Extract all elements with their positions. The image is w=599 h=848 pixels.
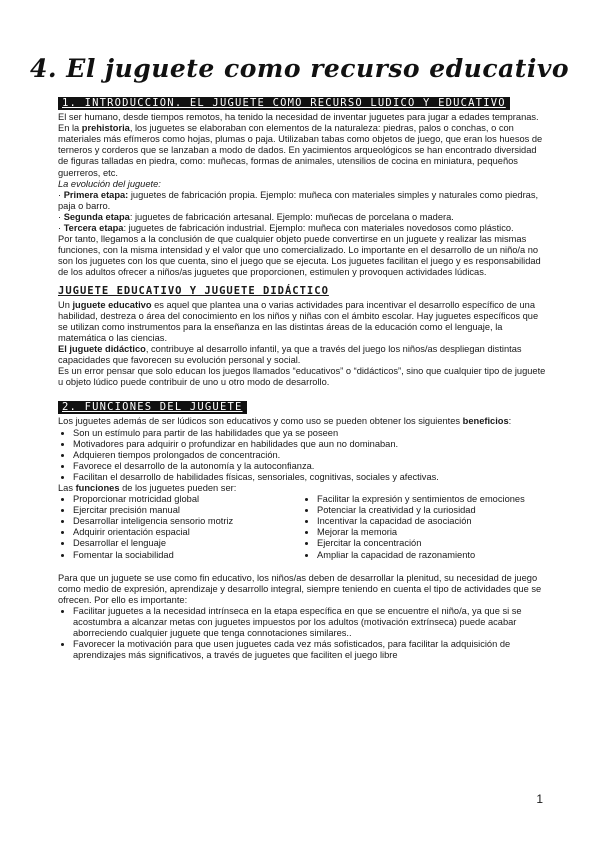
list-item: • Proporcionar motricidad global	[73, 494, 302, 505]
list-item: • Ampliar la capacidad de razonamiento	[317, 550, 546, 561]
evolution-heading: La evolución del juguete:	[58, 178, 161, 189]
list-item: • Adquieren tiempos prolongados de concentración.	[73, 450, 546, 461]
functions-intro: Las funciones de los juguetes pueden ser:	[58, 483, 237, 493]
list-item: • Son un estímulo para partir de las habilidades que ya se poseen	[73, 428, 546, 439]
list-item: • Favorecer la motivación para que usen juguetes cada vez más sofisticados, para facilitar la adquisición de aprendizajes más significativos, a través de juguetes que faciliten el juego libre	[73, 639, 546, 661]
list-item: • Incentivar la capacidad de asociación	[317, 516, 546, 527]
section-2	[58, 416, 546, 661]
educational-toy-paragraph: Un juguete educativo es aquel que plantea una o varias actividades para incentivar el desarrollo específico de una habilidad, destreza o área del conocimiento en los niños y niñas con el ámbito escolar. Hay juguetes específicos que se utilizan como instrumentos para la enseñanza en las distintas áreas de la educación como el lenguaje, la matemática o las ciencias.	[58, 299, 539, 343]
list-item: • Potenciar la creatividad y la curiosidad	[317, 505, 546, 516]
benefits-list	[58, 428, 546, 483]
evolution-item: · Tercera etapa: juguetes de fabricación industrial. Ejemplo: muñeca con materiales novedosos como plástico.	[58, 223, 514, 234]
functions-list-right	[302, 494, 546, 561]
section-1	[58, 112, 546, 278]
document-body	[58, 97, 546, 661]
list-item: • Ejercitar la concentración	[317, 538, 546, 549]
functions-list-left	[58, 494, 302, 561]
list-item: • Mejorar la memoria	[317, 527, 546, 538]
section-1-header: 1. INTRODUCCION. EL JUGUETE COMO RECURSO LUDICO Y EDUCATIVO	[58, 97, 510, 110]
evolution-item: · Primera etapa: juguetes de fabricación propia. Ejemplo: muñeca con materiales simples y naturales como piedras, paja o barro.	[58, 189, 539, 211]
subsection-header: JUGUETE EDUCATIVO Y JUGUETE DIDÁCTICO	[58, 284, 329, 297]
page-number: 1	[536, 792, 543, 806]
conclusion-paragraph: Por tanto, llegamos a la conclusión de que cualquier objeto puede convertirse en un juguete y realizar las mismas funciones, con la misma intensidad y el valor que uno comercializado. Lo importante en el desarrollo de un niño/a no son los juguetes con los que cuenta, sino el juego que se ejecuta. Los juguetes facilitan el juego y es responsabilidad de los adultos ofrecer a niños/as juguetes que proporcionen, estimulen y provoquen actividades lúdicas.	[58, 234, 541, 278]
important-list	[58, 606, 546, 661]
section-2-header: 2. FUNCIONES DEL JUGUETE	[58, 401, 247, 414]
list-item: • Facilitar juguetes a la necesidad intrínseca en la etapa específica en que se encuentre el niño/a, ya que si se acostumbra a alcanzar metas con juguetes impuestos por los adultos (motivación extrínseca) puede acabar aborreciendo cualquier juguete que tenga connotaciones similares..	[73, 606, 546, 639]
list-item: • Ejercitar precisión manual	[73, 505, 302, 516]
list-item: • Facilitar la expresión y sentimientos de emociones	[317, 494, 546, 505]
subsection-body	[58, 300, 546, 389]
list-item: • Motivadores para adquirir o profundizar en habilidades que aun no dominaban.	[73, 439, 546, 450]
benefits-intro: Los juguetes además de ser lúdicos son educativos y como uso se pueden obtener los siguientes beneficios:	[58, 416, 512, 427]
educational-use-paragraph: Para que un juguete se use como fin educativo, los niños/as deben de desarrollar la plenitud, su necesidad de juego como medio de expresión, aprendizaje y desarrollo integral, siempre teniendo en cuenta el tipo de actividades que se ofrecen. Por ello es importante:	[58, 572, 542, 605]
list-item: • Desarrollar inteligencia sensorio motriz	[73, 516, 302, 527]
list-item: • Desarrollar el lenguaje	[73, 538, 302, 549]
error-paragraph: Es un error pensar que solo educan los juegos llamados “educativos” o “didácticos”, sino que cualquier tipo de juguete u objeto lúdico puede contribuir de uno u otro modo de desarrollo.	[58, 366, 546, 388]
didactic-toy-paragraph: El juguete didáctico, contribuye al desarrollo infantil, ya que a través del juego los niños/as despliegan distintas capacidades que favorecen su evolución personal y social.	[58, 343, 522, 366]
list-item: • Adquirir orientación espacial	[73, 527, 302, 538]
list-item: • Fomentar la sociabilidad	[73, 550, 302, 561]
evolution-item: · Segunda etapa: juguetes de fabricación artesanal. Ejemplo: muñecas de porcelana o madera.	[58, 211, 454, 222]
intro-paragraph: El ser humano, desde tiempos remotos, ha tenido la necesidad de inventar juguetes para jugar a edades tempranas. En la prehistoria, los juguetes se elaboraban con elementos de la naturaleza: piedras, palos o conchas, o con materiales más efímeros como hojas, plumas o paja. Utilizaban tabas como objetos de juego, que eran los huesos de terneros y corderos que se lanzaban a modo de dados. En yacimientos arqueológicos se han encontrado diversidad de figuras talladas en piedra, como: muñecas, formas de animales, utensilios de cocina en miniatura, pequeños guerreros, etc.	[58, 112, 543, 178]
list-item: • Favorece el desarrollo de la autonomía y la autoconfianza.	[73, 461, 546, 472]
list-item: • Facilitan el desarrollo de habilidades físicas, sensoriales, cognitivas, sociales y afectivas.	[73, 472, 546, 483]
functions-columns	[58, 494, 546, 561]
page-title: 4. El juguete como recurso educativo	[29, 54, 570, 83]
